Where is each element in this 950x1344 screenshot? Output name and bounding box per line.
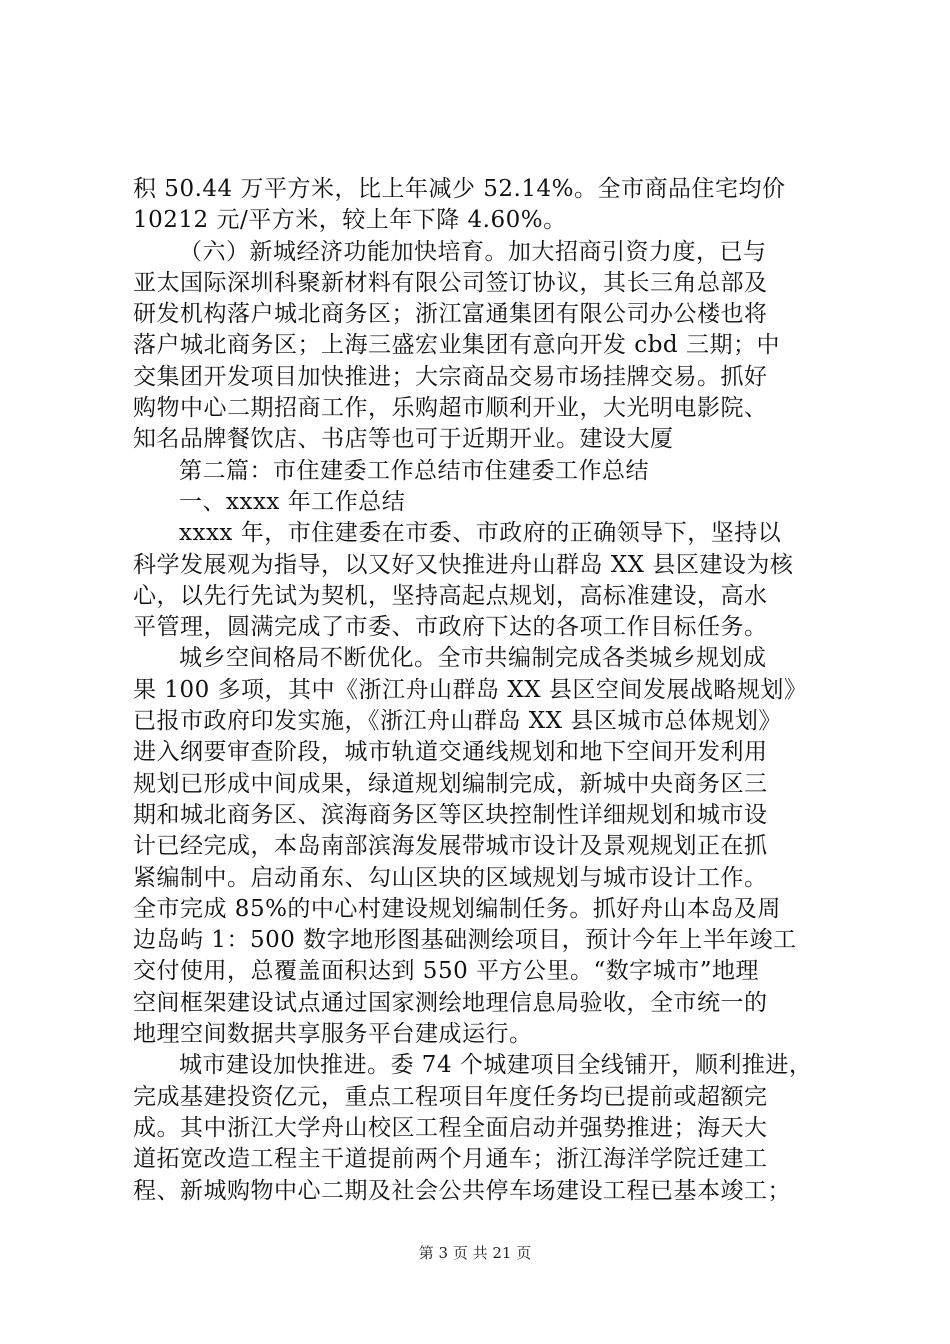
text-line: 空间框架建设试点通过国家测绘地理信息局验收，全市统一的 <box>133 989 768 1016</box>
text-line: 地理空间数据共享服务平台建成运行。 <box>133 1021 533 1048</box>
text-line: 紧编制中。启动甬东、勾山区块的区域规划与城市设计工作。 <box>133 864 768 891</box>
text-line: 期和城北商务区、滨海商务区等区块控制性详细规划和城市设 <box>133 801 768 828</box>
text-line: 交集团开发项目加快推进；大宗商品交易市场挂牌交易。抓好 <box>133 363 768 390</box>
subsection-heading: 一、xxxx 年工作总结 <box>179 488 406 515</box>
text-line: 落户城北商务区；上海三盛宏业集团有意向开发 cbd 三期；中 <box>133 332 780 359</box>
text-line: 已报市政府印发实施，《浙江舟山群岛 XX 县区城市总体规划》 <box>133 708 782 735</box>
text-line: 道拓宽改造工程主干道提前两个月通车；浙江海洋学院迁建工 <box>133 1146 768 1173</box>
text-line: 全市完成 85%的中心村建设规划编制任务。抓好舟山本岛及周 <box>133 895 781 922</box>
section-heading: 第二篇：市住建委工作总结市住建委工作总结 <box>179 457 649 484</box>
text-line: 交付使用，总覆盖面积达到 550 平方公里。“数字城市”地理 <box>133 958 760 985</box>
page-number-footer: 第 3 页 共 21 页 <box>418 1244 532 1262</box>
text-line: 城乡空间格局不断优化。全市共编制完成各类城乡规划成 <box>179 645 767 672</box>
text-line: 积 50.44 万平方米，比上年减少 52.14%。全市商品住宅均价 <box>133 176 786 202</box>
document-body <box>133 174 833 1207</box>
text-line: （六）新城经济功能加快培育。加大招商引资力度，已与 <box>179 238 767 265</box>
text-line: 研发机构落户城北商务区；浙江富通集团有限公司办公楼也将 <box>133 301 768 328</box>
text-line: 心，以先行先试为契机，坚持高起点规划，高标准建设，高水 <box>133 582 768 609</box>
text-line: 知名品牌餐饮店、书店等也可于近期开业。建设大厦 <box>133 426 674 453</box>
text-line: 购物中心二期招商工作，乐购超市顺利开业，大光明电影院、 <box>133 395 768 422</box>
text-line: 进入纲要审查阶段，城市轨道交通线规划和地下空间开发利用 <box>133 739 768 766</box>
text-line: 边岛屿 1：500 数字地形图基础测绘项目，预计今年上半年竣工 <box>133 927 797 954</box>
text-line: 平管理，圆满完成了市委、市政府下达的各项工作目标任务。 <box>133 614 768 641</box>
text-line: 成。其中浙江大学舟山校区工程全面启动并强势推进；海天大 <box>133 1114 768 1141</box>
text-line: 10212 元/平方米，较上年下降 4.60%。 <box>133 207 567 234</box>
text-line: 完成基建投资亿元，重点工程项目年度任务均已提前或超额完 <box>133 1083 768 1110</box>
text-line: 规划已形成中间成果，绿道规划编制完成，新城中央商务区三 <box>133 770 768 797</box>
text-line: 科学发展观为指导，以又好又快推进舟山群岛 XX 县区建设为核 <box>133 551 794 578</box>
text-line: 计已经完成，本岛南部滨海发展带城市设计及景观规划正在抓 <box>133 833 768 860</box>
text-line: 城市建设加快推进。委 74 个城建项目全线铺开，顺利推进， <box>179 1052 813 1079</box>
text-line: xxxx 年，市住建委在市委、市政府的正确领导下，坚持以 <box>179 520 782 547</box>
text-line: 程、新城购物中心二期及社会公共停车场建设工程已基本竣工； <box>133 1177 791 1204</box>
text-line: 亚太国际深圳科聚新材料有限公司签订协议，其长三角总部及 <box>133 269 768 296</box>
text-line: 果 100 多项，其中《浙江舟山群岛 XX 县区空间发展战略规划》 <box>133 676 808 703</box>
